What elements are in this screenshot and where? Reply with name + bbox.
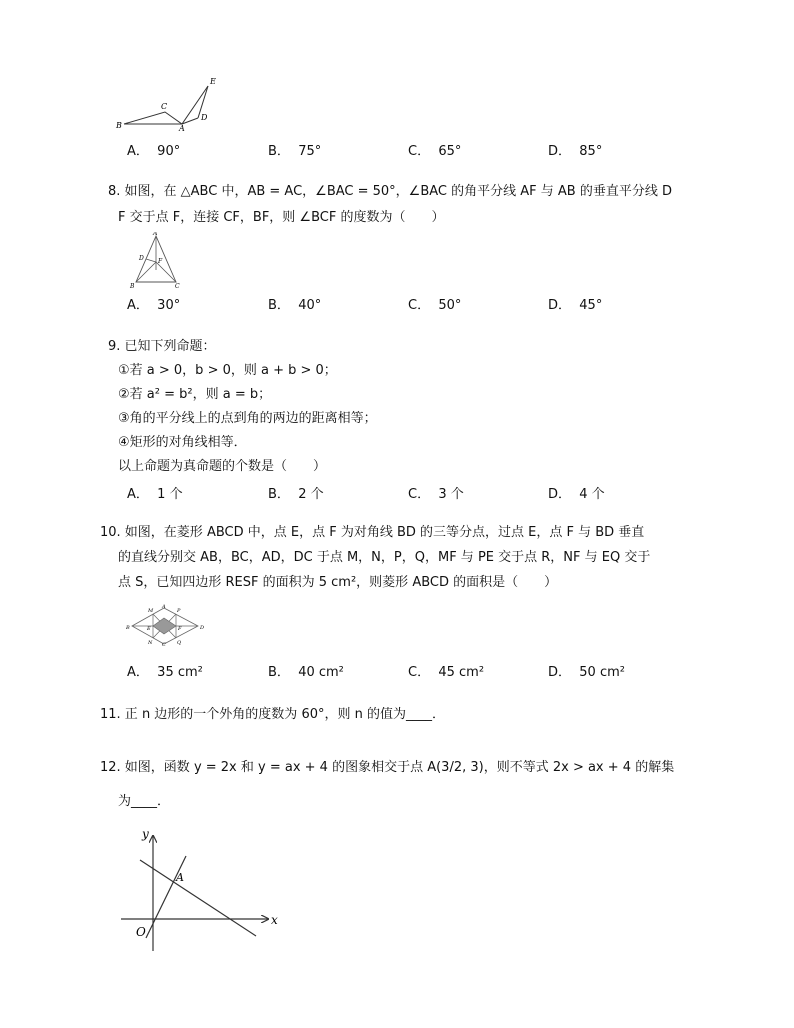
q7-figure [110,74,230,134]
q12-origin-label: O [136,925,146,939]
q10-label-b: B [126,625,130,631]
q10-option-b[interactable]: B． 40 cm² [268,665,344,680]
q9-stem: 9. 已知下列命题： [108,339,216,354]
q7-option-a[interactable]: A． 90° [127,144,181,159]
q7-option-c[interactable]: C． 65° [408,144,462,159]
q10-figure [126,604,206,646]
q10-stem-line1: 10. 如图，在菱形 ABCD 中，点 E，点 F 为对角线 BD 的三等分点，过点 E，点 F 与 BD 垂直 [100,525,645,540]
q8-label-c: C [175,283,180,290]
q10-label-c: C [162,642,166,646]
q7-option-b[interactable]: B． 75° [268,144,322,159]
q10-label-n: N [148,640,153,646]
q8-option-d[interactable]: D． 45° [548,298,603,313]
q8-label-d: D [139,255,144,262]
q12-stem-line1: 12. 如图，函数 y = 2x 和 y = ax + 4 的图象相交于点 A(3/2, 3)，则不等式 2x > ax + 4 的解集 [100,760,675,775]
q8-stem-line1: 8. 如图，在 △ABC 中，AB = AC，∠BAC = 50°，∠BAC 的角平分线 AF 与 AB 的垂直平分线 D [108,184,672,199]
q9-item-3: ③角的平分线上的点到角的两边的距离相等； [118,411,377,426]
q12-axis-x-label: x [271,913,278,927]
q10-label-p: P [177,608,181,614]
q12-point-a-label: A [176,871,184,884]
q8-stem-line2: F 交于点 F，连接 CF，BF，则 ∠BCF 的度数为（ ） [118,210,445,225]
q10-stem-line3: 点 S，已知四边形 RESF 的面积为 5 cm²，则菱形 ABCD 的面积是（ ） [118,575,558,590]
q10-stem-line2: 的直线分别交 AB，BC，AD，DC 于点 M，N，P，Q，MF 与 PE 交于点 R，NF 与 EQ 交于 [118,550,651,565]
q7-option-d[interactable]: D． 85° [548,144,603,159]
q10-label-q: Q [177,640,182,646]
q8-label-a: A [153,232,158,237]
q9-item-4: ④矩形的对角线相等． [118,435,247,450]
q9-option-a[interactable]: A． 1 个 [127,487,183,502]
q11-stem: 11. 正 n 边形的一个外角的度数为 60°，则 n 的值为____． [100,707,445,722]
q8-option-a[interactable]: A． 30° [127,298,181,313]
q9-option-c[interactable]: C． 3 个 [408,487,464,502]
q9-item-1: ①若 a > 0，b > 0，则 a + b > 0； [118,363,337,378]
q7-label-d: D [201,113,208,122]
q8-option-c[interactable]: C． 50° [408,298,462,313]
q8-figure [128,232,188,290]
q12-axis-y-label: y [142,827,149,841]
q7-label-e: E [210,77,216,86]
q10-label-m: M [148,608,154,614]
q10-option-c[interactable]: C． 45 cm² [408,665,485,680]
q10-label-f: F [178,626,182,632]
q9-question: 以上命题为真命题的个数是（ ） [118,459,327,474]
q9-option-d[interactable]: D． 4 个 [548,487,605,502]
q8-option-b[interactable]: B． 40° [268,298,322,313]
q10-label-e: E [147,626,151,632]
q10-label-d: D [200,625,205,631]
q7-label-b: B [116,121,122,130]
q9-option-b[interactable]: B． 2 个 [268,487,324,502]
q12-stem-line2: 为____． [118,794,171,809]
q9-item-2: ②若 a² = b²，则 a = b； [118,387,272,402]
q7-label-a: A [179,124,185,133]
q12-graph [116,826,291,956]
q10-option-d[interactable]: D． 50 cm² [548,665,625,680]
q10-label-a: A [162,604,166,610]
q7-label-c: C [161,102,168,111]
q10-option-a[interactable]: A． 35 cm² [127,665,203,680]
q8-label-f: F [158,258,163,265]
q8-label-b: B [130,283,135,290]
